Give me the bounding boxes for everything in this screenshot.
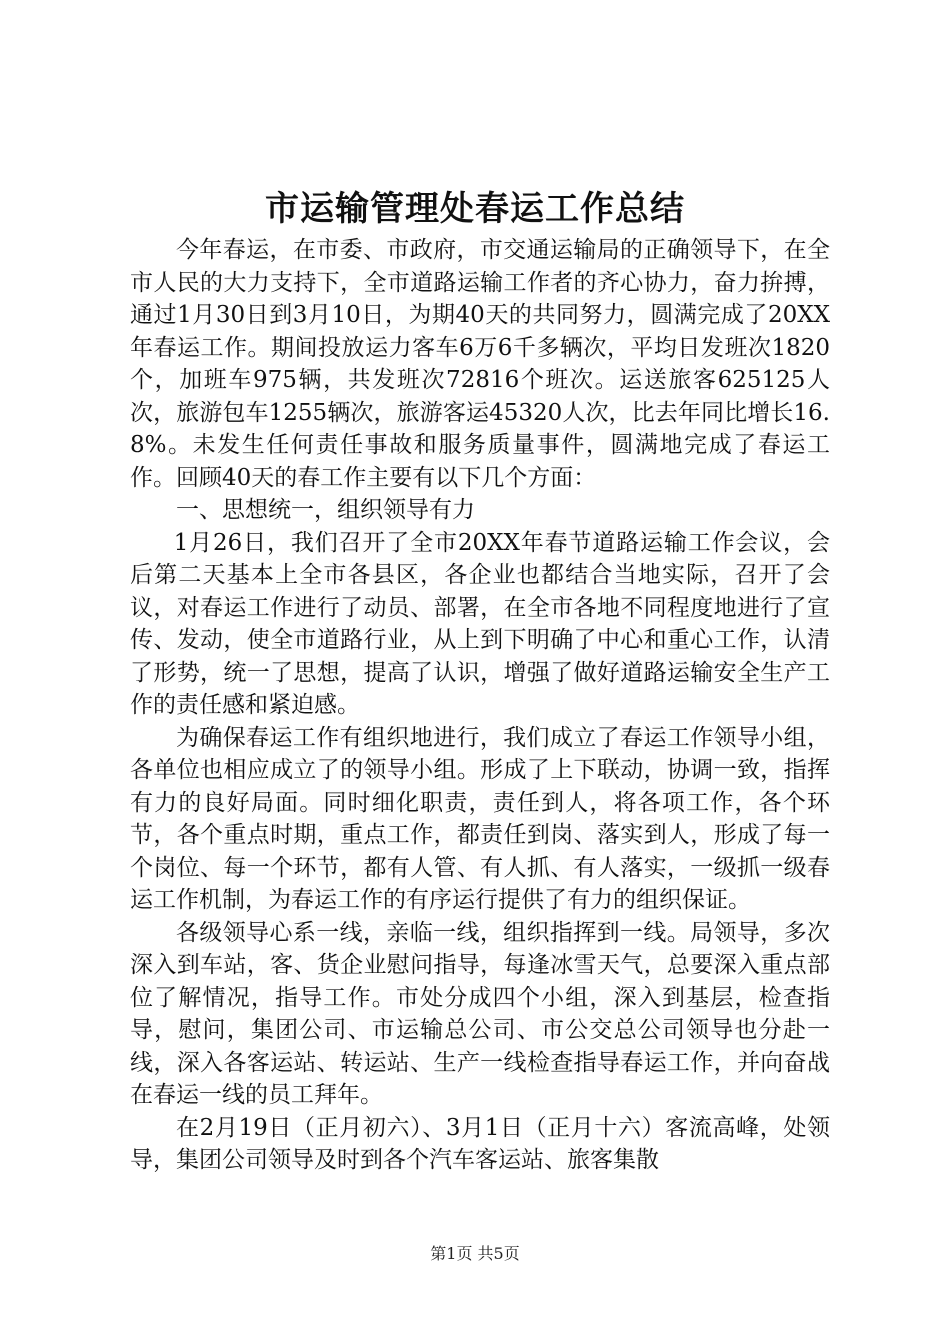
paragraph-intro: 今年春运，在市委、市政府，市交通运输局的正确领导下，在全市人民的大力支持下，全市道路运输工作者的齐心协力，奋力拚搏，通过1月30日到3月10日，为期40天的共同努力，圆满完成了20XX年春运工作。期间投放运力客车6万6千多辆次，平均日发班次1820个，加班车975辆，共发班次72816个班次。运送旅客625125人次，旅游包车1255辆次，旅游客运45320人次，比去年同比增长16.8%。未发生任何责任事故和服务质量事件，圆满地完成了春运工作。回顾40天的春工作主要有以下几个方面： xyxy=(130,237,830,491)
paragraph-frontline: 各级领导心系一线，亲临一线，组织指挥到一线。局领导，多次深入到车站，客、货企业慰问指导，每逢冰雪天气，总要深入重点部位了解情况，指导工作。市处分成四个小组，深入到基层，检查指导，慰问，集团公司、市运输总公司、市公交总公司领导也分赴一线，深入各客运站、转运站、生产一线检查指导春运工作，并向奋战在春运一线的员工拜年。 xyxy=(130,919,830,1108)
paragraph-leadership-group: 为确保春运工作有组织地进行，我们成立了春运工作领导小组，各单位也相应成立了的领导小组。形成了上下联动，协调一致，指挥有力的良好局面。同时细化职责，责任到人，将各项工作，各个环节，各个重点时期，重点工作，都责任到岗、落实到人，形成了每一个岗位、每一个环节，都有人管、有人抓、有人落实，一级抓一级春运工作机制，为春运工作的有序运行提供了有力的组织保证。 xyxy=(130,724,830,913)
document-body xyxy=(130,234,830,1177)
page-footer: 第1页 共5页 xyxy=(430,1244,520,1263)
document-title: 市运输管理处春运工作总结 xyxy=(265,189,685,229)
paragraph-peak-flow: 在2月19日（正月初六）、3月1日（正月十六）客流高峰，处领导，集团公司领导及时到各个汽车客运站、旅客集散 xyxy=(130,1114,830,1173)
section-heading-1: 一、思想统一，组织领导有力 xyxy=(176,497,475,523)
paragraph-meeting: 1月26日，我们召开了全市20XX年春节道路运输工作会议，会后第二天基本上全市各县区，各企业也都结合当地实际，召开了会议，对春运工作进行了动员、部署，在全市各地不同程度地进行了宣传、发动，使全市道路行业，从上到下明确了中心和重心工作，认清了形势，统一了思想，提高了认识，增强了做好道路运输安全生产工作的责任感和紧迫感。 xyxy=(130,529,830,718)
